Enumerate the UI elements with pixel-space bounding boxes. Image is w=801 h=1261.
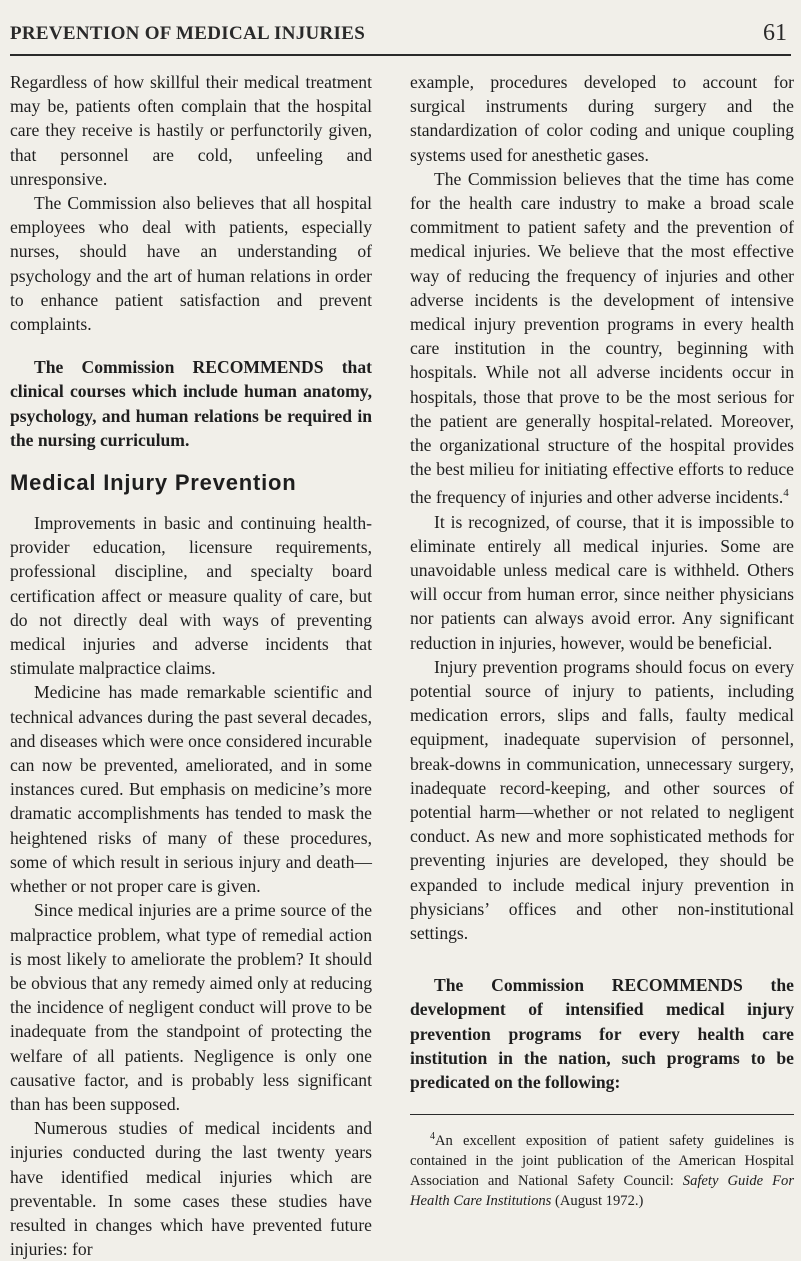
running-title: PREVENTION OF MEDICAL INJURIES	[10, 23, 366, 44]
right-paragraph-2-text: The Commission believes that the time has come for the health care industry to make a broad scale commitment to patient safety and the prevention of medical injuries. We believe that the most effective way of reducing the frequency of injuries and other adverse incidents is the development of intensive medical injury prevention programs in every health care institution in the country, beginning with hospitals. While not all adverse incidents occur in hospitals, those that prove to be the most serious for the patient are generally hospital-related. Moreover, the organizational structure of the hospital provides the best milieu for initiating effective efforts to reduce the frequency of injuries and other adverse incidents.	[410, 168, 794, 508]
right-paragraph-3: It is recognized, of course, that it is impossible to eliminate entirely all medical injuries. Some are unavoidable unless medical care is withheld. Others will occur from human error, since neither physicians nor patients can always avoid error. Any significant reduction in injuries, however, would be beneficial.	[410, 511, 794, 653]
page-number: 61	[763, 20, 787, 46]
footnote-reference: 4	[783, 487, 789, 500]
section-heading: Medical Injury Prevention	[10, 470, 297, 496]
left-column	[10, 70, 372, 1261]
footnote-text: An excellent exposition of patient safety guidelines is contained in the joint publication of the American Hospital Association and National Safety Council:	[410, 1133, 794, 1190]
right-paragraph-2	[410, 167, 794, 510]
right-paragraph-4: Injury prevention programs should focus on every potential source of injury to patients, including medication errors, slips and falls, faulty medical equipment, inadequate supervision of personnel, break-downs in communication, unnecessary surgery, inadequate record-keeping, and other sources of potential harm—whether or not related to negligent conduct. As new and more sophisticated methods for preventing injuries are developed, they should be expanded to include medical injury prevention in physicians’ offices and other non-institutional settings.	[410, 656, 794, 943]
right-column	[410, 70, 794, 1211]
footnote	[410, 1127, 794, 1211]
recommendation-prevention-programs: The Commission RECOMMENDS the development of intensified medical injury prevention programs for every health care institution in the nation, such programs to be predicated on the following:	[410, 975, 794, 1092]
footnote-title: Safety Guide For Health Care Institutions	[410, 1173, 794, 1210]
left-paragraph-5: Since medical injuries are a prime source of the malpractice problem, what type of remedial action is most likely to ameliorate the problem? It should be obvious that any remedy aimed only at reducing the incidence of negligent conduct will prove to be inadequate from the standpoint of protecting the welfare of all patients. Negligence is only one causative factor, and is probably less significant than has been supposed.	[10, 900, 372, 1114]
left-paragraph-4: Medicine has made remarkable scientific and technical advances during the past several decades, and diseases which were once considered incurable can now be prevented, ameliorated, and in some instances cured. But emphasis on medicine’s more dramatic accomplishments has tended to mask the heightened risks of many of these procedures, some of which result in serious injury and death—whether or not proper care is given.	[10, 682, 372, 897]
right-paragraph-1: example, procedures developed to account for surgical instruments during surgery and the standardization of color coding and unique coupling systems used for anesthetic gases.	[410, 72, 794, 165]
footnote-divider	[410, 1114, 794, 1115]
left-paragraph-1: Regardless of how skillful their medical treatment may be, patients often complain that the hospital care they receive is hastily or perfunctorily given, that personnel are cold, unfeeling and unresponsive.	[10, 72, 372, 189]
left-paragraph-6: Numerous studies of medical incidents and injuries conducted during the last twenty years have identified medical injuries which are preventable. In some cases these studies have resulted in changes which have prevented future injuries: for	[10, 1118, 372, 1260]
running-header	[10, 22, 791, 56]
recommendation-nursing: The Commission RECOMMENDS that clinical courses which include human anatomy, psychology, and human relations be required in the nursing curriculum.	[10, 357, 372, 450]
left-paragraph-2: The Commission also believes that all hospital employees who deal with patients, especially nurses, should have an understanding of psychology and the art of human relations in order to enhance patient satisfaction and prevent complaints.	[10, 193, 372, 335]
footnote-marker: 4	[430, 1131, 435, 1143]
left-paragraph-3: Improvements in basic and continuing health-provider education, licensure requirements, professional discipline, and specialty board certification affect or measure quality of care, but do not directly deal with ways of preventing medical injuries and adverse incidents that stimulate malpractice claims.	[10, 513, 372, 679]
footnote-date: (August 1972.)	[555, 1193, 644, 1210]
